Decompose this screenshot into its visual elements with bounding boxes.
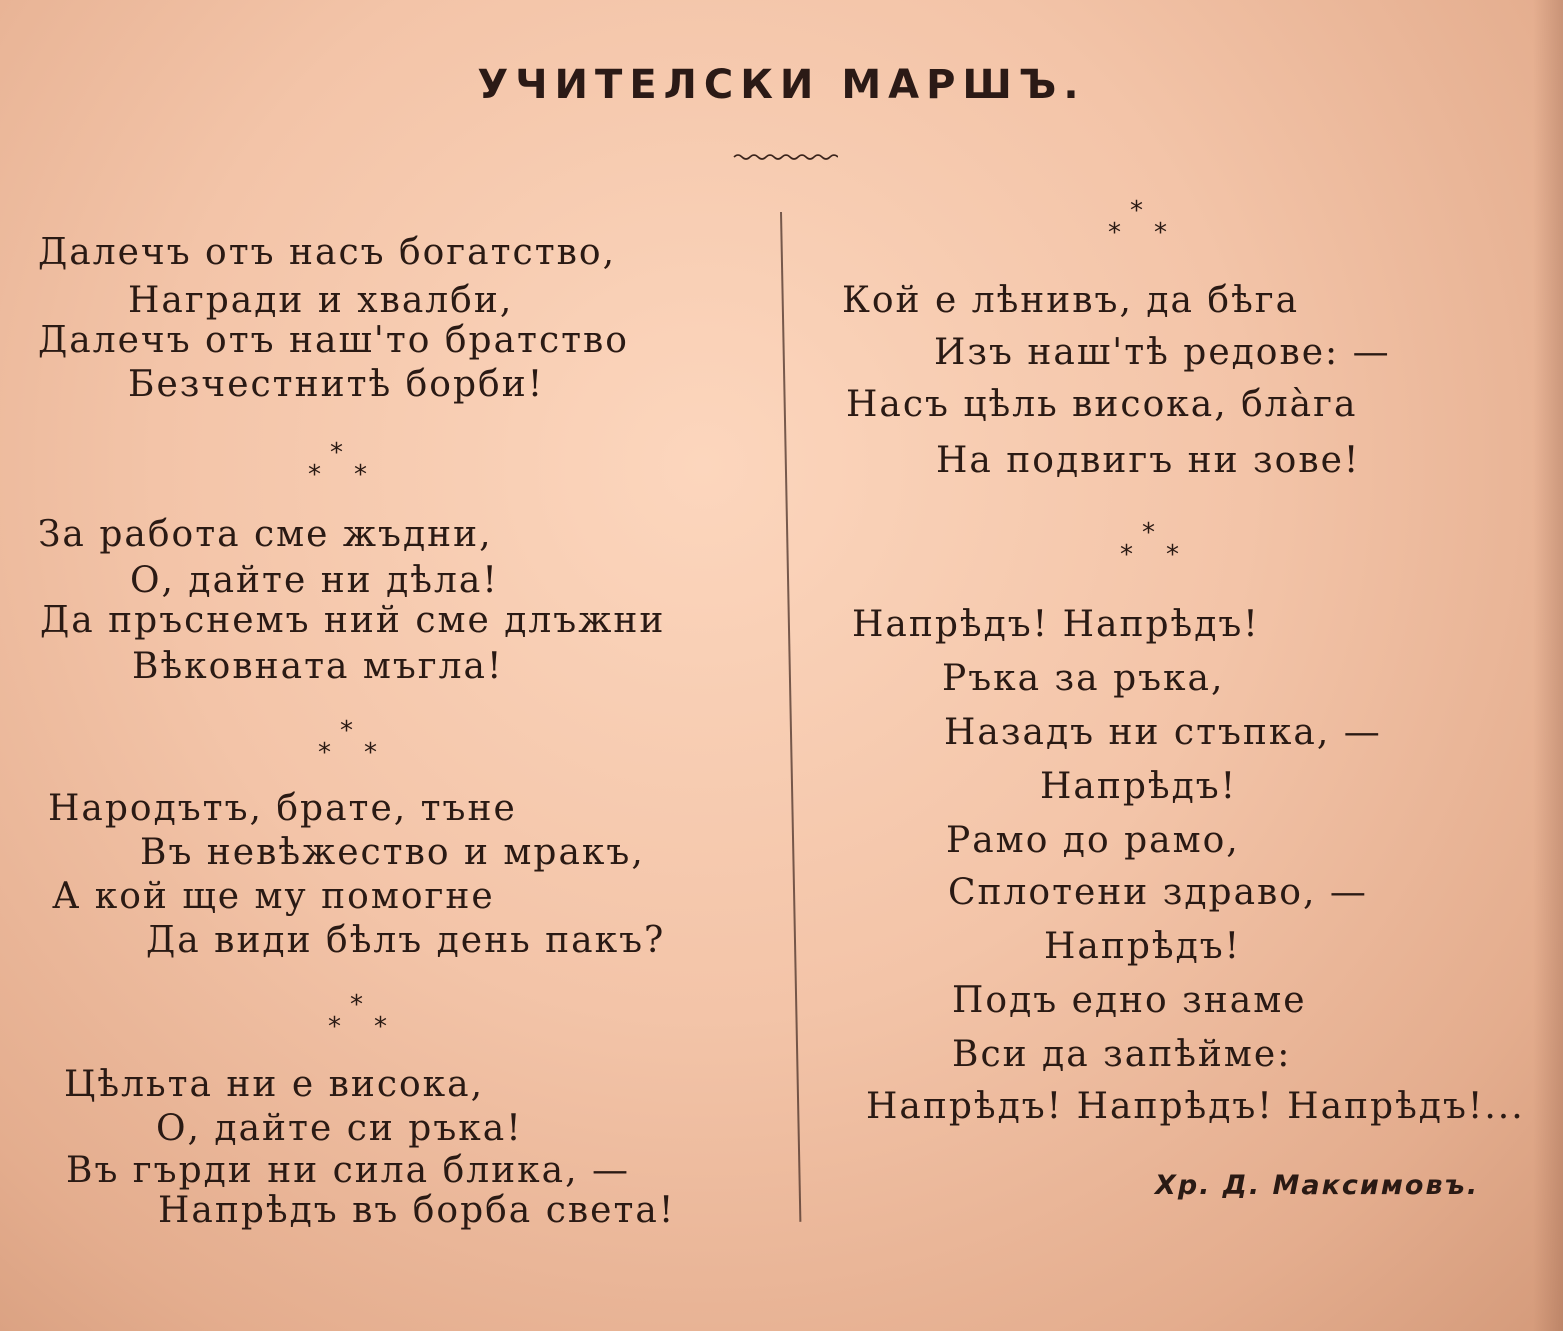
asterism-star: * — [1154, 218, 1167, 248]
verse-line: О, дайте си ръка! — [156, 1108, 523, 1149]
verse-line: Ръка за ръка, — [942, 658, 1225, 699]
verse-line: Вѣковната мъгла! — [132, 646, 504, 687]
asterism-divider — [328, 990, 408, 1050]
asterism-star: * — [1142, 518, 1155, 548]
asterism-star: * — [308, 460, 321, 490]
page-edge-shadow — [1533, 0, 1563, 1331]
verse-line: Вси да запѣйме: — [952, 1034, 1292, 1075]
verse-line: Подъ едно знаме — [952, 980, 1307, 1021]
asterism-star: * — [340, 716, 353, 746]
verse-line: Напрѣдъ! Напрѣдъ! Напрѣдъ!... — [866, 1086, 1525, 1127]
verse-line: Изъ наш'тѣ редове: — — [934, 332, 1391, 373]
verse-line: За работа сме жъдни, — [38, 514, 493, 555]
asterism-star: * — [1108, 218, 1121, 248]
verse-line: Кой е лѣнивъ, да бѣга — [842, 280, 1300, 321]
asterism-star: * — [328, 1012, 341, 1042]
verse-line: Цѣльта ни е висока, — [64, 1064, 485, 1105]
verse-line: Далечъ отъ насъ богатство, — [38, 232, 617, 273]
asterism-divider — [1120, 518, 1200, 578]
verse-line: Насъ цѣль висока, блàга — [846, 384, 1358, 425]
asterism-divider — [1108, 196, 1188, 256]
verse-line: Въ невѣжество и мракъ, — [140, 832, 645, 873]
asterism-star: * — [350, 990, 363, 1020]
author-signature: Хр. Д. Максимовъ. — [1155, 1170, 1480, 1201]
asterism-divider — [318, 716, 398, 776]
verse-line: На подвигъ ни зове! — [936, 440, 1361, 481]
asterism-star: * — [364, 738, 377, 768]
title-underline-ornament — [732, 150, 838, 164]
verse-line: Народътъ, брате, тъне — [48, 788, 517, 829]
verse-line: Напрѣдъ! — [1040, 766, 1238, 807]
asterism-star: * — [318, 738, 331, 768]
verse-line: Да види бѣлъ день пакъ? — [146, 920, 666, 961]
verse-line: Сплотени здраво, — — [948, 872, 1368, 913]
asterism-star: * — [1130, 196, 1143, 226]
verse-line: Рамо до рамо, — [946, 820, 1240, 861]
asterism-star: * — [374, 1012, 387, 1042]
asterism-star: * — [1166, 540, 1179, 570]
column-divider — [780, 212, 801, 1222]
poem-title: УЧИТЕЛСКИ МАРШЪ. — [477, 62, 1086, 108]
verse-line: Напрѣдъ! Напрѣдъ! — [852, 604, 1260, 645]
verse-line: А кой ще му помогне — [52, 876, 495, 917]
verse-line: Назадъ ни стъпка, — — [944, 712, 1382, 753]
verse-line: Далечъ отъ наш'то братство — [38, 320, 629, 361]
verse-line: Напрѣдъ! — [1044, 926, 1242, 967]
verse-line: Награди и хвалби, — [128, 280, 514, 321]
asterism-star: * — [1120, 540, 1133, 570]
verse-line: Въ гърди ни сила блика, — — [66, 1150, 630, 1191]
verse-line: Напрѣдъ въ борба света! — [158, 1190, 676, 1231]
verse-line: О, дайте ни дѣла! — [130, 560, 499, 601]
verse-line: Безчестнитѣ борби! — [128, 364, 545, 405]
verse-line: Да пръснемъ ний сме длъжни — [40, 600, 666, 641]
asterism-star: * — [330, 438, 343, 468]
asterism-star: * — [354, 460, 367, 490]
asterism-divider — [308, 438, 388, 498]
